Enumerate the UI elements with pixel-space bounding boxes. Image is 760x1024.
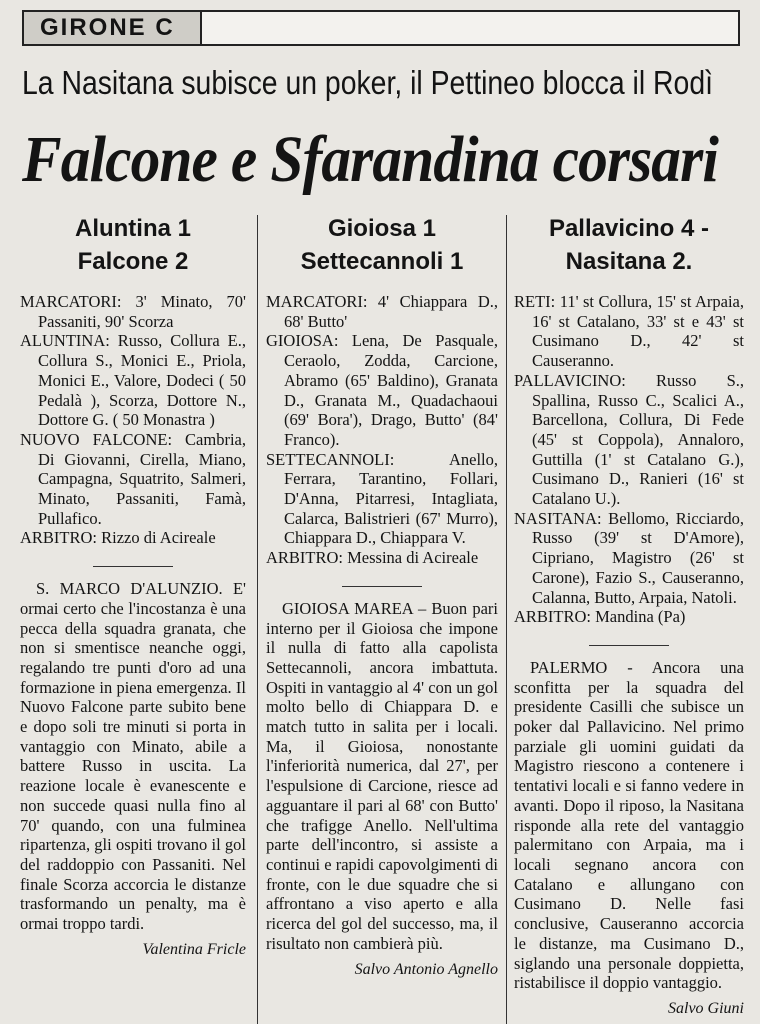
stats-scorers: RETI: 11' st Collura, 15' st Arpaia, 16' st Catalano, 33' st e 43' st Cusimano D., 42' st Causeranno. bbox=[514, 292, 744, 371]
match-title-away: Nasitana 2. bbox=[565, 248, 693, 275]
stats-referee: ARBITRO: Mandina (Pa) bbox=[514, 607, 686, 627]
stats-away-lineup: NASITANA: Bellomo, Ricciardo, Russo (39' st D'Amore), Cipriano, Magistro (26' st Carone), Fazio S., Causeranno, Calanna, Butto, Arpaia, Natoli. bbox=[514, 508, 744, 607]
article-body bbox=[266, 599, 498, 979]
match-title-away: Falcone 2 bbox=[77, 248, 189, 275]
article-column-3 bbox=[514, 212, 744, 1024]
match-title-home: Aluntina 1 bbox=[74, 215, 191, 242]
section-banner bbox=[22, 10, 740, 46]
subheadline: La Nasitana subisce un poker, il Pettineo blocca il Rodì bbox=[22, 64, 713, 101]
article-text: S. MARCO D'ALUNZIO. E' ormai certo che l'incostanza è una pecca della squadra granata, che non si smentisce neanche oggi, regalando tre punti d'oro ad una formazione in piena emergenza. Il Nuovo Falcone parte subito bene e dopo soli tre minuti si porta in vantaggio con Minato, abile a battere Russo in uscita. La reazione locale è evanescente e non succede quasi nulla fino al 70' quando, con una fulminea ripartenza, gli ospiti trovano il gol del raddoppio con Passaniti. Nel finale Scorza accorcia le distanze trasformando un penalty, ma è ormai troppo tardi. bbox=[20, 579, 246, 934]
match-title bbox=[20, 212, 246, 278]
match-stats bbox=[20, 292, 246, 548]
match-stats bbox=[266, 292, 498, 568]
article-column-1 bbox=[20, 212, 246, 1024]
match-title bbox=[266, 212, 498, 278]
match-title-home: Pallavicino 4 - bbox=[548, 215, 710, 242]
byline: Salvo Giuni bbox=[668, 999, 744, 1017]
stats-away-lineup: NUOVO FALCONE: Cambria, Di Giovanni, Cirella, Miano, Campagna, Squatrito, Salmeri, Minato, Passaniti, Famà, Pullafico. bbox=[20, 429, 246, 528]
article-text: GIOIOSA MAREA – Buon pari interno per il Gioiosa che impone il nulla di fatto alla capolista Settecannoli, ancora imbattuta. Ospiti in vantaggio al 4' con un gol molto bello di Chiappara D. e match tutto in salita per i locali. Ma, il Gioiosa, nonostante l'inferiorità numerica, dal 27', per l'espulsione di Carcione, riesce ad agguantare il pari al 68' con Butto' che trafigge Anello. Nell'ultima parte dell'incontro, si assiste a continui e rapidi capovolgimenti di fronte, con le due squadre che si affrontano a viso aperto e alla ricerca del gol del successo, ma, il risultato non cambierà più. bbox=[266, 598, 498, 953]
separator-rule bbox=[93, 566, 173, 567]
byline: Salvo Antonio Agnello bbox=[354, 960, 498, 978]
match-stats bbox=[514, 292, 744, 627]
headline: Falcone e Sfarandina corsari bbox=[22, 123, 718, 196]
stats-home-lineup: ALUNTINA: Russo, Collura E., Collura S., Monici E., Priola, Monici E., Valore, Dodeci ( 50 Pedalà ), Scorza, Dottore N., Dottore G. ( 50 Monastra ) bbox=[20, 331, 246, 430]
stats-home-lineup: PALLAVICINO: Russo S., Spallina, Russo C., Scalici A., Barcellona, Collura, Di Fede (45' st Coppola), Annaloro, Guttilla (1' st Catalano G.), Cusimano D., Ranieri (16' st Catalano U.). bbox=[514, 370, 744, 509]
column-divider bbox=[506, 215, 507, 1024]
article-body bbox=[514, 658, 744, 1019]
separator-rule bbox=[342, 586, 422, 587]
separator-rule bbox=[589, 645, 669, 646]
stats-referee: ARBITRO: Rizzo di Acireale bbox=[20, 528, 216, 548]
match-title-away: Settecannoli 1 bbox=[300, 248, 464, 275]
match-title-home: Gioiosa 1 bbox=[327, 215, 437, 242]
stats-referee: ARBITRO: Messina di Acireale bbox=[266, 548, 479, 568]
byline: Valentina Fricle bbox=[142, 940, 246, 958]
stats-home-lineup: GIOIOSA: Lena, De Pasquale, Ceraolo, Zodda, Carcione, Abramo (65' Baldino), Granata D., Granata M., Quadachaoui (69' Bora'), Drago, Butto' (84' Franco). bbox=[266, 331, 498, 449]
stats-scorers: MARCATORI: 3' Minato, 70' Passaniti, 90' Scorza bbox=[20, 292, 246, 331]
article-body bbox=[20, 579, 246, 959]
column-divider bbox=[257, 215, 258, 1024]
article-column-2 bbox=[266, 212, 498, 1024]
section-label: GIRONE C bbox=[24, 12, 202, 44]
article-text: PALERMO - Ancora una sconfitta per la squadra del presidente Casilli che subisce un poker dal Pallavicino. Nel primo parziale gli uomini guidati da Magistro riescono a contenere i tentativi locali e si fanno vedere in avanti. Dopo il riposo, la Nasitana risponde alla rete del vantaggio palermitano con Arpaia, ma i locali segnano ancora con Catalano e allungano con Cusimano D. Nelle fasi conclusive, Causeranno accorcia le distanze, ma Cusimano D., siglando una personale doppietta, ristabilisce il doppio vantaggio. bbox=[514, 657, 744, 993]
stats-away-lineup: SETTECANNOLI: Anello, Ferrara, Tarantino, Follari, D'Anna, Pitarresi, Intagliata, Calarca, Balistrieri (67' Murro), Chiappara D., Chiappara V. bbox=[266, 449, 498, 548]
stats-scorers: MARCATORI: 4' Chiappara D., 68' Butto' bbox=[266, 292, 498, 331]
match-title bbox=[514, 212, 744, 278]
